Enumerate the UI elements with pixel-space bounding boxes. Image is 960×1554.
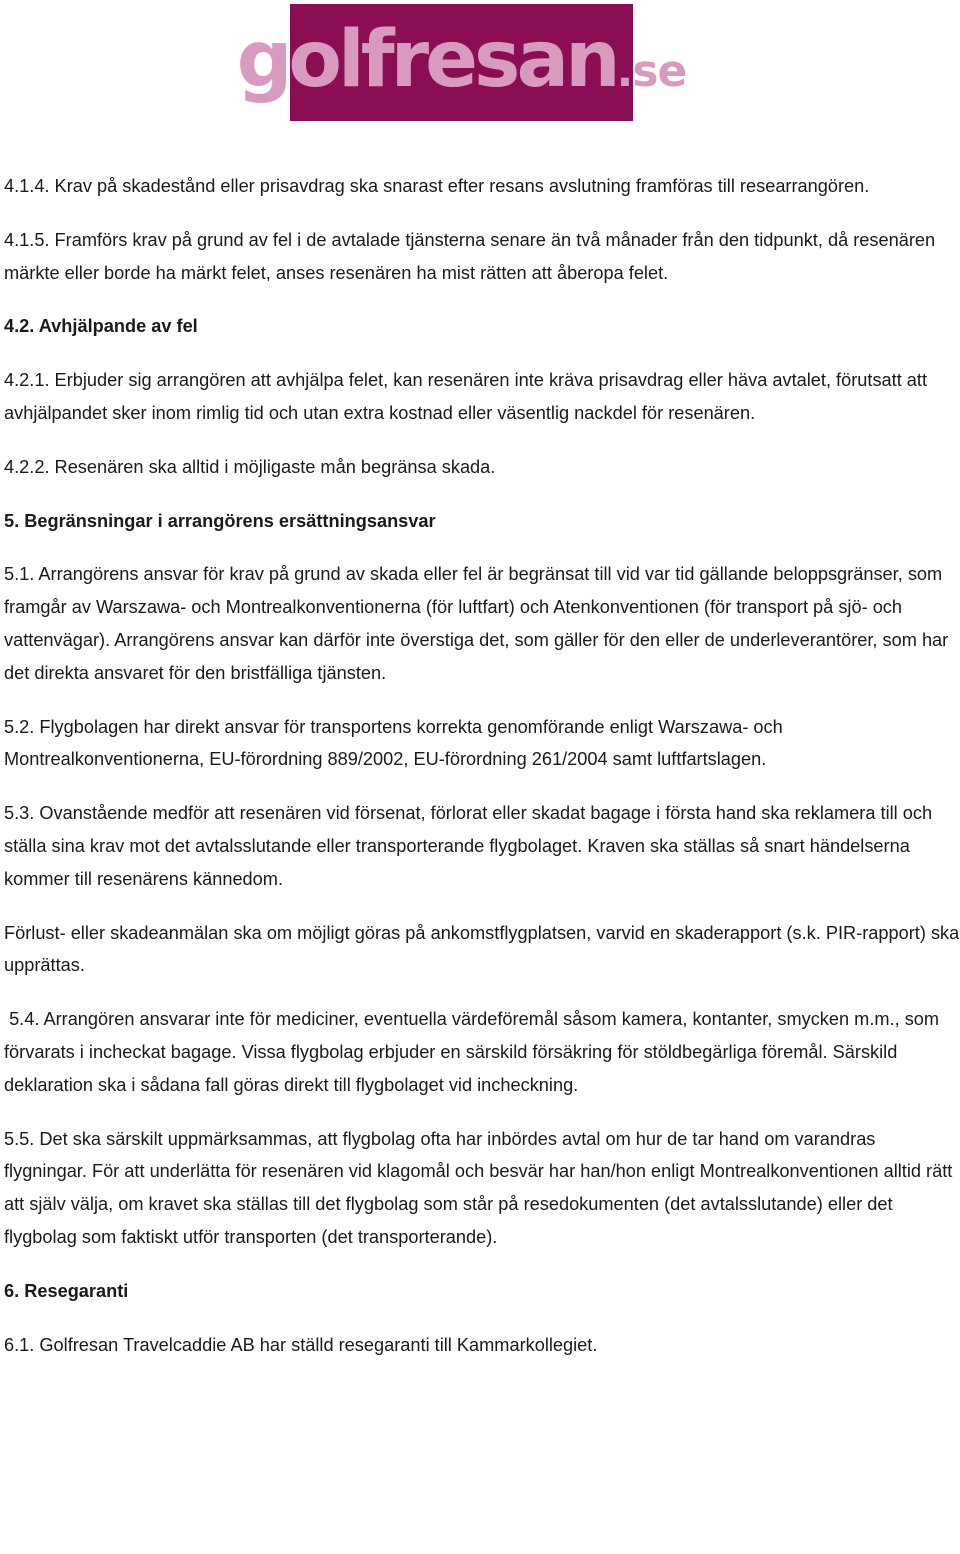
- heading-4-2: 4.2. Avhjälpande av fel: [4, 316, 198, 337]
- golfresan-logo: [236, 4, 687, 121]
- paragraph-5-5: 5.5. Det ska särskilt uppmärksammas, att flygbolag ofta har inbördes avtal om hur de tar hand om varandras flygningar. För att underlätta för resenären vid klagomål och besvär har han/hon enligt Montrealkonventionen alltid rätt att själv välja, om kravet ska ställas till det flygbolag som står på resedokumenten (det avtalsslutande) eller det flygbolag som faktiskt utför transporten (det transporterande).: [4, 1128, 958, 1247]
- paragraph-4-1-4: 4.1.4. Krav på skadestånd eller prisavdrag ska snarast efter resans avslutning framföras till researrangören.: [4, 176, 870, 196]
- paragraph-4-2-2: 4.2.2. Resenären ska alltid i möjligaste mån begränsa skada.: [4, 456, 496, 477]
- document-body: [4, 170, 960, 1382]
- paragraph-5-3: 5.3. Ovanstående medför att resenären vid försenat, förlorat eller skadat bagage i första hand ska reklamera till och ställa sina krav mot det avtalsslutande eller transporterande flygbolaget. Kraven ska ställas så snart händelserna kommer till resenärens kännedom.: [4, 803, 938, 889]
- paragraph-4-2-1: 4.2.1. Erbjuder sig arrangören att avhjälpa felet, kan resenären inte kräva prisavdrag eller häva avtalet, förutsatt att avhjälpandet sker inom rimlig tid och utan extra kostnad eller väsentlig nackdel för resenären.: [4, 370, 933, 423]
- paragraph-6-1: 6.1. Golfresan Travelcaddie AB har ställd resegaranti till Kammarkollegiet.: [4, 1334, 598, 1355]
- paragraph-5-3-note: Förlust- eller skadeanmälan ska om möjligt göras på ankomstflygplatsen, varvid en skaderapport (s.k. PIR-rapport) ska upprättas.: [4, 922, 960, 976]
- logo-wordmark: [236, 14, 687, 105]
- heading-5: 5. Begränsningar i arrangörens ersättningsansvar: [4, 510, 436, 531]
- paragraph-5-1: 5.1. Arrangörens ansvar för krav på grund av skada eller fel är begränsat till vid var tid gällande beloppsgränser, som framgår av Warszawa- och Montrealkonventionerna (för luftfart) och Atenkonventionen (för transport på sjö- och vattenvägar). Arrangörens ansvar kan därför inte överstiga det, som gäller för den eller de underleverantörer, som har det direkta ansvaret för den bristfälliga tjänsten.: [4, 564, 954, 683]
- paragraph-4-1-5: 4.1.5. Framförs krav på grund av fel i de avtalade tjänsterna senare än två månader från den tidpunkt, då resenären märkte eller borde ha märkt felet, anses resenären ha mist rätten att åberopa felet.: [4, 229, 941, 283]
- paragraph-5-4: 5.4. Arrangören ansvarar inte för mediciner, eventuella värdeföremål såsom kamera, kontanter, smycken m.m., som förvarats i incheckat bagage. Vissa flygbolag erbjuder en särskild försäkring för stöldbegärliga föremål. Särskild deklaration ska i sådana fall göras direkt till flygbolaget vid incheckning.: [4, 1009, 945, 1095]
- logo-brand: golfresan: [236, 14, 617, 105]
- paragraph-5-2: 5.2. Flygbolagen har direkt ansvar för transportens korrekta genomförande enligt Warszawa- och Montrealkonventionerna, EU-förordning 889/2002, EU-förordning 261/2004 samt luftfartslagen.: [4, 716, 788, 770]
- logo-tld: .se: [616, 45, 687, 97]
- heading-6: 6. Resegaranti: [4, 1280, 129, 1301]
